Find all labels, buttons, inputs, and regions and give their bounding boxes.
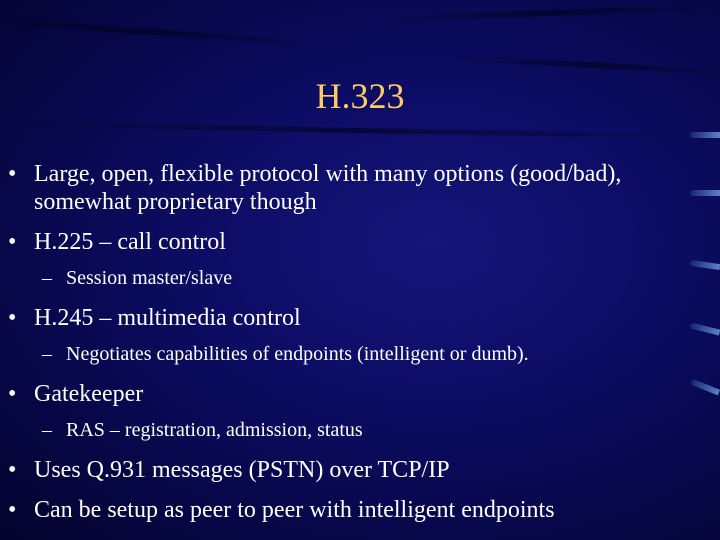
sub-bullet-text: RAS – registration, admission, status	[66, 419, 363, 441]
bullet-list	[0, 160, 700, 536]
bullet-text: Gatekeeper	[34, 381, 144, 407]
bullet-marker: •	[8, 161, 17, 187]
bullet-item	[0, 304, 700, 332]
sub-bullet-text: Negotiates capabilities of endpoints (intelligent or dumb).	[66, 343, 529, 365]
sub-bullet-marker: –	[42, 419, 52, 441]
bullet-item	[0, 496, 700, 524]
bullet-item	[0, 160, 700, 216]
sub-bullet-marker: –	[42, 267, 52, 289]
bullet-marker: •	[8, 457, 17, 483]
bullet-marker: •	[8, 229, 17, 255]
background-stripe	[440, 54, 720, 76]
bullet-text: Can be setup as peer to peer with intelligent endpoints	[34, 497, 555, 523]
sub-bullet-item	[0, 418, 700, 442]
bullet-item	[0, 228, 700, 256]
sub-bullet-item	[0, 266, 700, 290]
sub-bullet-marker: –	[42, 343, 52, 365]
bullet-item	[0, 456, 700, 484]
edge-dash	[690, 132, 720, 138]
bullet-text: H.245 – multimedia control	[34, 305, 301, 331]
sub-bullet-item	[0, 342, 700, 366]
bullet-text: Uses Q.931 messages (PSTN) over TCP/IP	[34, 457, 450, 483]
background-stripe	[0, 15, 320, 46]
background-stripe	[380, 4, 720, 22]
bullet-marker: •	[8, 497, 17, 523]
sub-bullet-text: Session master/slave	[66, 267, 233, 289]
background-stripe	[0, 122, 720, 140]
bullet-marker: •	[8, 305, 17, 331]
slide-title: H.323	[315, 76, 405, 116]
bullet-text: Large, open, flexible protocol with many options (good/bad), somewhat proprietary though	[34, 161, 622, 215]
bullet-text: H.225 – call control	[34, 229, 226, 255]
bullet-item	[0, 380, 700, 408]
bullet-marker: •	[8, 381, 17, 407]
